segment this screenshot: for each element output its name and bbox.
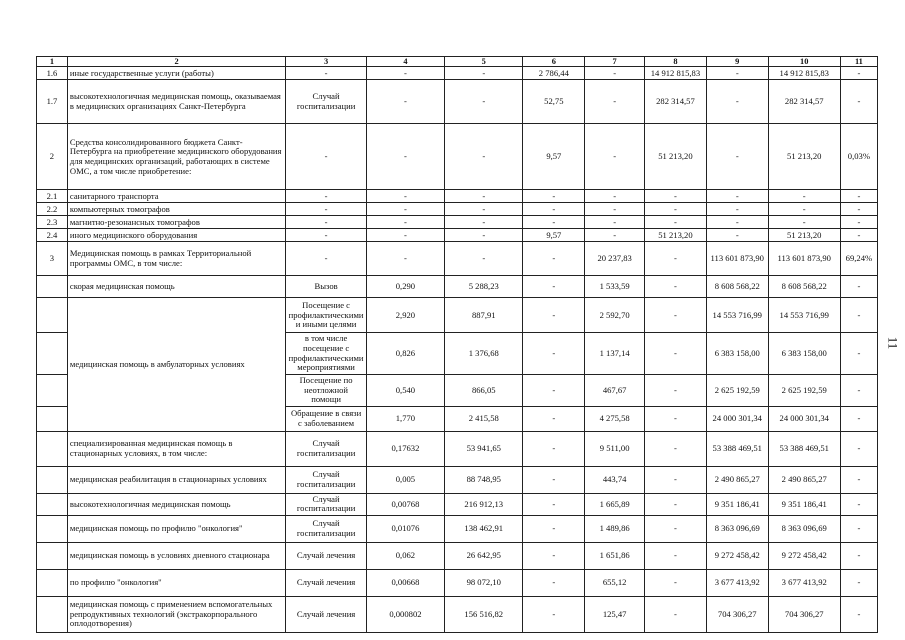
cell: высокотехнологичная медицинская помощь, оказываемая в медицинских организациях Санкт-Петербурга: [67, 80, 285, 124]
cell: 9,57: [523, 124, 585, 190]
cell: 0,000802: [366, 597, 444, 633]
cell: иные государственные услуги (работы): [67, 67, 285, 80]
cell: -: [840, 276, 877, 298]
header-cell: 10: [768, 57, 840, 67]
cell: Случай госпитализации: [286, 516, 366, 543]
cell: 0,00768: [366, 493, 444, 515]
cell: 113 601 873,90: [706, 242, 768, 276]
cell: 0,17632: [366, 431, 444, 466]
cell: -: [645, 570, 707, 597]
cell: Случай лечения: [286, 597, 366, 633]
cell: 282 314,57: [768, 80, 840, 124]
cell: -: [585, 190, 645, 203]
cell: -: [523, 516, 585, 543]
cell: 2.4: [37, 229, 68, 242]
cell: 2.2: [37, 203, 68, 216]
cell: -: [706, 216, 768, 229]
cell: -: [366, 229, 444, 242]
cell: -: [585, 203, 645, 216]
cell: -: [523, 203, 585, 216]
table-row: [37, 543, 878, 570]
cell: 53 388 469,51: [706, 431, 768, 466]
table-row: [37, 570, 878, 597]
cell: -: [523, 493, 585, 515]
cell: -: [645, 406, 707, 431]
cell: -: [706, 229, 768, 242]
cell: высокотехнологичная медицинская помощь: [67, 493, 285, 515]
cell: 2 625 192,59: [768, 374, 840, 406]
cell: [37, 374, 68, 406]
cell: -: [840, 374, 877, 406]
cell: -: [523, 190, 585, 203]
cell: 1 376,68: [445, 333, 523, 375]
cell: 113 601 873,90: [768, 242, 840, 276]
cell: 0,290: [366, 276, 444, 298]
cell: -: [706, 124, 768, 190]
cell: -: [840, 431, 877, 466]
cell: Случай госпитализации: [286, 80, 366, 124]
cell: специализированная медицинская помощь в стационарных условиях, в том числе:: [67, 431, 285, 466]
cell: -: [840, 190, 877, 203]
cell: -: [840, 203, 877, 216]
cell: -: [445, 203, 523, 216]
budget-table: [36, 56, 878, 633]
cell: 5 288,23: [445, 276, 523, 298]
table-row: [37, 67, 878, 80]
cell: 8 363 096,69: [768, 516, 840, 543]
cell: -: [840, 570, 877, 597]
cell: -: [366, 67, 444, 80]
cell: -: [645, 190, 707, 203]
cell: 51 213,20: [768, 229, 840, 242]
cell: 2 786,44: [523, 67, 585, 80]
cell: 1.6: [37, 67, 68, 80]
cell: -: [645, 543, 707, 570]
cell: -: [523, 242, 585, 276]
cell: -: [445, 229, 523, 242]
cell: -: [366, 80, 444, 124]
cell: 14 553 716,99: [768, 298, 840, 333]
cell: 1 533,59: [585, 276, 645, 298]
header-cell: 8: [645, 57, 707, 67]
cell: -: [523, 216, 585, 229]
cell: 2,920: [366, 298, 444, 333]
cell: -: [523, 374, 585, 406]
cell: 51 213,20: [645, 229, 707, 242]
cell: по профилю "онкология": [67, 570, 285, 597]
cell: -: [840, 229, 877, 242]
cell: 51 213,20: [768, 124, 840, 190]
cell: -: [840, 80, 877, 124]
header-cell: 6: [523, 57, 585, 67]
cell: 0,062: [366, 543, 444, 570]
cell: 51 213,20: [645, 124, 707, 190]
cell: -: [645, 216, 707, 229]
cell: в том числе посещение с профилактическими мероприятиями: [286, 333, 366, 375]
cell: 53 941,65: [445, 431, 523, 466]
cell: [37, 406, 68, 431]
cell: -: [706, 190, 768, 203]
cell: 2 625 192,59: [706, 374, 768, 406]
cell: -: [840, 466, 877, 493]
cell: -: [645, 493, 707, 515]
cell: 282 314,57: [645, 80, 707, 124]
cell: 2 490 865,27: [706, 466, 768, 493]
cell: Средства консолидированного бюджета Санкт-Петербурга на приобретение медицинского оборудования для медицинских организаций, работающих в системе ОМС, а том числе приобретение:: [67, 124, 285, 190]
cell: -: [366, 216, 444, 229]
cell: -: [523, 597, 585, 633]
cell: [37, 276, 68, 298]
cell: Случай госпитализации: [286, 466, 366, 493]
cell: -: [585, 80, 645, 124]
cell: -: [286, 203, 366, 216]
cell: 1 489,86: [585, 516, 645, 543]
cell: медицинская помощь в условиях дневного стационара: [67, 543, 285, 570]
cell: 14 912 815,83: [768, 67, 840, 80]
cell: -: [645, 431, 707, 466]
table-row: [37, 190, 878, 203]
header-cell: 2: [67, 57, 285, 67]
cell: -: [645, 374, 707, 406]
cell: 9 272 458,42: [768, 543, 840, 570]
table-row: [37, 80, 878, 124]
cell: медицинская реабилитация в стационарных условиях: [67, 466, 285, 493]
cell: -: [366, 242, 444, 276]
cell: 14 912 815,83: [645, 67, 707, 80]
cell: -: [366, 190, 444, 203]
table-row: [37, 216, 878, 229]
cell: -: [645, 466, 707, 493]
cell: -: [445, 67, 523, 80]
cell: -: [645, 516, 707, 543]
cell: медицинская помощь в амбулаторных условиях: [67, 298, 285, 431]
cell: Обращение в связи с заболеванием: [286, 406, 366, 431]
cell: Посещение по неотложной помощи: [286, 374, 366, 406]
cell: -: [445, 242, 523, 276]
cell: 8 608 568,22: [706, 276, 768, 298]
cell: 1 137,14: [585, 333, 645, 375]
header-cell: 5: [445, 57, 523, 67]
header-cell: 7: [585, 57, 645, 67]
cell: -: [645, 276, 707, 298]
cell: 655,12: [585, 570, 645, 597]
cell: -: [645, 333, 707, 375]
cell: -: [768, 190, 840, 203]
cell: 2 592,70: [585, 298, 645, 333]
cell: -: [523, 466, 585, 493]
cell: Случай лечения: [286, 570, 366, 597]
cell: [37, 493, 68, 515]
cell: Случай госпитализации: [286, 493, 366, 515]
cell: 2 415,58: [445, 406, 523, 431]
cell: 467,67: [585, 374, 645, 406]
cell: -: [645, 242, 707, 276]
cell: медицинская помощь с применением вспомогательных репродуктивных технологий (экстракорпорального оплодотворения): [67, 597, 285, 633]
cell: -: [523, 406, 585, 431]
cell: 6 383 158,00: [706, 333, 768, 375]
cell: 2 490 865,27: [768, 466, 840, 493]
cell: 20 237,83: [585, 242, 645, 276]
cell: Посещение с профилактическими и иными целями: [286, 298, 366, 333]
cell: -: [523, 333, 585, 375]
header-cell: 3: [286, 57, 366, 67]
cell: 1.7: [37, 80, 68, 124]
header-cell: 11: [840, 57, 877, 67]
cell: 9,57: [523, 229, 585, 242]
cell: 9 511,00: [585, 431, 645, 466]
cell: 4 275,58: [585, 406, 645, 431]
cell: 1 665,89: [585, 493, 645, 515]
cell: магнитно-резонансных томографов: [67, 216, 285, 229]
cell: 1 651,86: [585, 543, 645, 570]
cell: -: [840, 406, 877, 431]
cell: 0,005: [366, 466, 444, 493]
cell: 8 363 096,69: [706, 516, 768, 543]
cell: -: [585, 124, 645, 190]
cell: -: [645, 203, 707, 216]
cell: 704 306,27: [706, 597, 768, 633]
cell: 26 642,95: [445, 543, 523, 570]
cell: -: [840, 216, 877, 229]
cell: Вызов: [286, 276, 366, 298]
table-row: [37, 242, 878, 276]
table-row: [37, 493, 878, 515]
cell: -: [523, 298, 585, 333]
cell: 53 388 469,51: [768, 431, 840, 466]
cell: 443,74: [585, 466, 645, 493]
cell: 69,24%: [840, 242, 877, 276]
header-cell: 1: [37, 57, 68, 67]
cell: [37, 597, 68, 633]
cell: [37, 543, 68, 570]
cell: скорая медицинская помощь: [67, 276, 285, 298]
table-row: [37, 124, 878, 190]
cell: -: [585, 229, 645, 242]
cell: -: [286, 124, 366, 190]
cell: 0,03%: [840, 124, 877, 190]
table-row: [37, 276, 878, 298]
cell: -: [286, 229, 366, 242]
cell: 704 306,27: [768, 597, 840, 633]
cell: 3 677 413,92: [706, 570, 768, 597]
cell: -: [840, 333, 877, 375]
cell: -: [445, 80, 523, 124]
table-row: [37, 466, 878, 493]
table-row: [37, 203, 878, 216]
cell: -: [585, 216, 645, 229]
cell: 1,770: [366, 406, 444, 431]
cell: -: [445, 190, 523, 203]
table-row: [37, 516, 878, 543]
cell: -: [585, 67, 645, 80]
cell: -: [445, 124, 523, 190]
cell: [37, 466, 68, 493]
cell: Случай госпитализации: [286, 431, 366, 466]
cell: 88 748,95: [445, 466, 523, 493]
cell: 9 351 186,41: [706, 493, 768, 515]
cell: -: [445, 216, 523, 229]
cell: [37, 570, 68, 597]
cell: 9 272 458,42: [706, 543, 768, 570]
cell: -: [645, 597, 707, 633]
cell: 138 462,91: [445, 516, 523, 543]
cell: 0,540: [366, 374, 444, 406]
cell: 125,47: [585, 597, 645, 633]
cell: -: [286, 242, 366, 276]
cell: -: [366, 203, 444, 216]
header-cell: 9: [706, 57, 768, 67]
cell: -: [840, 597, 877, 633]
cell: 6 383 158,00: [768, 333, 840, 375]
cell: [37, 333, 68, 375]
table-row: [37, 597, 878, 633]
cell: -: [645, 298, 707, 333]
header-cell: 4: [366, 57, 444, 67]
cell: -: [840, 543, 877, 570]
cell: 9 351 186,41: [768, 493, 840, 515]
cell: 2.3: [37, 216, 68, 229]
cell: -: [840, 493, 877, 515]
cell: Медицинская помощь в рамках Территориальной программы ОМС, в том числе:: [67, 242, 285, 276]
cell: 24 000 301,34: [706, 406, 768, 431]
cell: -: [840, 67, 877, 80]
cell: 156 516,82: [445, 597, 523, 633]
cell: -: [523, 543, 585, 570]
cell: [37, 298, 68, 333]
cell: -: [706, 80, 768, 124]
cell: Случай лечения: [286, 543, 366, 570]
table-row: [37, 431, 878, 466]
cell: 98 072,10: [445, 570, 523, 597]
cell: 14 553 716,99: [706, 298, 768, 333]
cell: [37, 431, 68, 466]
cell: -: [768, 216, 840, 229]
cell: -: [286, 67, 366, 80]
cell: -: [523, 570, 585, 597]
cell: 0,00668: [366, 570, 444, 597]
cell: -: [706, 67, 768, 80]
table-row: [37, 229, 878, 242]
cell: 887,91: [445, 298, 523, 333]
cell: -: [768, 203, 840, 216]
page-number: 11: [885, 336, 901, 350]
cell: 2.1: [37, 190, 68, 203]
cell: -: [286, 190, 366, 203]
cell: медицинская помощь по профилю "онкология": [67, 516, 285, 543]
cell: -: [840, 298, 877, 333]
cell: 216 912,13: [445, 493, 523, 515]
cell: 8 608 568,22: [768, 276, 840, 298]
cell: компьютерных томографов: [67, 203, 285, 216]
cell: -: [706, 203, 768, 216]
cell: -: [286, 216, 366, 229]
cell: 3 677 413,92: [768, 570, 840, 597]
cell: 0,01076: [366, 516, 444, 543]
cell: иного медицинского оборудования: [67, 229, 285, 242]
table-row: [37, 298, 878, 333]
cell: санитарного транспорта: [67, 190, 285, 203]
cell: -: [366, 124, 444, 190]
cell: 0,826: [366, 333, 444, 375]
cell: 24 000 301,34: [768, 406, 840, 431]
cell: 2: [37, 124, 68, 190]
cell: [37, 516, 68, 543]
cell: 3: [37, 242, 68, 276]
cell: -: [523, 276, 585, 298]
cell: -: [523, 431, 585, 466]
cell: 866,05: [445, 374, 523, 406]
header-row: [37, 57, 878, 67]
cell: 52,75: [523, 80, 585, 124]
cell: -: [840, 516, 877, 543]
